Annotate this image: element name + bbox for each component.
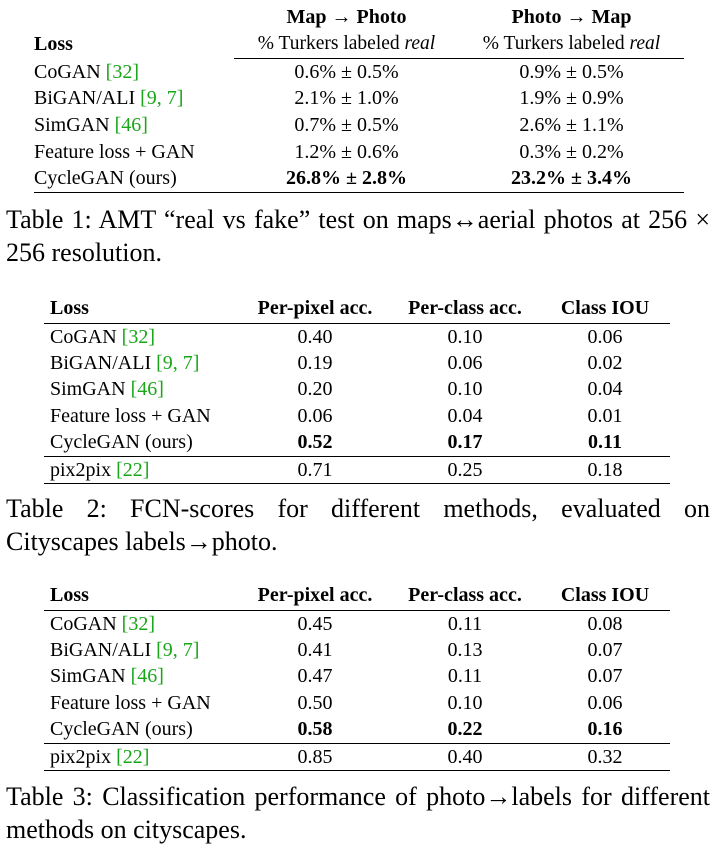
col-header-per-class: Per-class acc. [390, 580, 540, 611]
cell-value: 0.08 [587, 612, 623, 635]
cell-value: 0.25 [390, 456, 540, 483]
table-2 [44, 293, 670, 484]
cell-value: 1.9% ± 0.9% [519, 87, 624, 110]
cell-value: 0.47 [297, 665, 333, 688]
cell-value-best: 23.2% ± 3.4% [459, 165, 684, 192]
cell-value-best: 0.17 [390, 430, 540, 457]
row-label: pix2pix [22] [44, 743, 240, 770]
col-header-per-pixel: Per-pixel acc. [240, 293, 390, 324]
cell-value: 0.20 [297, 378, 333, 401]
table-row [34, 59, 684, 86]
table-row [44, 717, 670, 744]
cell-value: 0.02 [587, 352, 623, 375]
cell-value: 0.06 [587, 325, 623, 348]
table-row [34, 139, 684, 166]
row-label: SimGAN [46] [50, 665, 164, 688]
table-row [44, 456, 670, 483]
row-label: pix2pix [22] [44, 456, 240, 483]
col-header-per-pixel: Per-pixel acc. [240, 580, 390, 611]
row-label: CycleGAN (ours) [34, 165, 234, 192]
col-header-loss: Loss [44, 293, 240, 324]
cell-value-best: 0.58 [240, 717, 390, 744]
cell-value: 0.13 [447, 639, 483, 662]
cell-value: 0.85 [240, 743, 390, 770]
cell-value: 0.04 [587, 378, 623, 401]
cell-value: 0.06 [587, 691, 623, 714]
cell-value: 2.6% ± 1.1% [519, 113, 624, 136]
cell-value: 0.3% ± 0.2% [519, 140, 624, 163]
row-label: Feature loss + GAN [50, 404, 211, 427]
cell-value: 0.7% ± 0.5% [294, 113, 399, 136]
group-header-map-to-photo: Map → Photo [286, 5, 407, 28]
cell-value: 0.19 [297, 352, 333, 375]
cell-value-best: 0.52 [240, 430, 390, 457]
cell-value: 0.10 [447, 378, 483, 401]
table-2-caption: Table 2: FCN-scores for different methods, evaluated on Cityscapes labels→photo. [6, 494, 710, 556]
table-row [44, 690, 670, 716]
cell-value: 0.40 [297, 325, 333, 348]
col-header-loss: Loss [34, 32, 73, 55]
cell-value: 0.07 [587, 665, 623, 688]
cell-value: 0.06 [447, 352, 483, 375]
row-label: CycleGAN (ours) [44, 717, 240, 744]
col-header-class-iou: Class IOU [540, 580, 670, 611]
subheader-turkers-2: % Turkers labeled real [459, 30, 684, 59]
table-row [44, 743, 670, 770]
col-header-class-iou: Class IOU [540, 293, 670, 324]
cell-value: 0.50 [297, 691, 333, 714]
table-row [34, 165, 684, 192]
table-3-caption: Table 3: Classification performance of photo→labels for different methods on cityscapes. [6, 782, 710, 844]
cell-value: 0.71 [240, 456, 390, 483]
row-label: BiGAN/ALI [9, 7] [34, 87, 184, 110]
table-row [44, 377, 670, 403]
cell-value: 0.11 [447, 612, 483, 635]
table-row [44, 403, 670, 429]
row-label: BiGAN/ALI [9, 7] [50, 639, 200, 662]
table-row [44, 637, 670, 663]
cell-value: 0.11 [447, 665, 483, 688]
table-row [44, 664, 670, 690]
cell-value: 0.18 [540, 456, 670, 483]
cell-value: 0.06 [297, 404, 333, 427]
cell-value: 0.04 [447, 404, 483, 427]
group-header-photo-to-map: Photo → Map [511, 5, 632, 28]
row-label: CoGAN [32] [50, 612, 155, 635]
row-label: CycleGAN (ours) [44, 430, 240, 457]
cell-value-best: 0.11 [540, 430, 670, 457]
table-row [44, 430, 670, 457]
col-header-per-class: Per-class acc. [390, 293, 540, 324]
cell-value: 0.07 [587, 639, 623, 662]
subheader-turkers-1: % Turkers labeled real [234, 30, 459, 59]
table-row [34, 112, 684, 139]
cell-value-best: 0.16 [540, 717, 670, 744]
cell-value-best: 0.22 [390, 717, 540, 744]
table-row [44, 324, 670, 351]
cell-value: 2.1% ± 1.0% [294, 87, 399, 110]
cell-value: 1.2% ± 0.6% [294, 140, 399, 163]
cell-value: 0.01 [587, 404, 623, 427]
cell-value: 0.10 [447, 691, 483, 714]
cell-value: 0.6% ± 0.5% [294, 60, 399, 83]
table-row [34, 86, 684, 113]
cell-value-best: 26.8% ± 2.8% [234, 165, 459, 192]
cell-value: 0.41 [297, 639, 333, 662]
row-label: Feature loss + GAN [50, 691, 211, 714]
table-row [44, 611, 670, 638]
cell-value: 0.9% ± 0.5% [519, 60, 624, 83]
row-label: SimGAN [46] [50, 378, 164, 401]
table-row [44, 350, 670, 376]
table-1-caption: Table 1: AMT “real vs fake” test on maps↔aerial photos at 256 × 256 resolution. [6, 205, 710, 267]
table-3 [44, 580, 670, 771]
row-label: BiGAN/ALI [9, 7] [50, 352, 200, 375]
row-label: SimGAN [46] [34, 113, 148, 136]
cell-value: 0.10 [447, 325, 483, 348]
row-label: CoGAN [32] [50, 325, 155, 348]
cell-value: 0.32 [540, 743, 670, 770]
row-label: CoGAN [32] [34, 60, 139, 83]
col-header-loss: Loss [44, 580, 240, 611]
row-label: Feature loss + GAN [34, 140, 195, 163]
table-1 [34, 4, 684, 193]
cell-value: 0.45 [297, 612, 333, 635]
cell-value: 0.40 [390, 743, 540, 770]
